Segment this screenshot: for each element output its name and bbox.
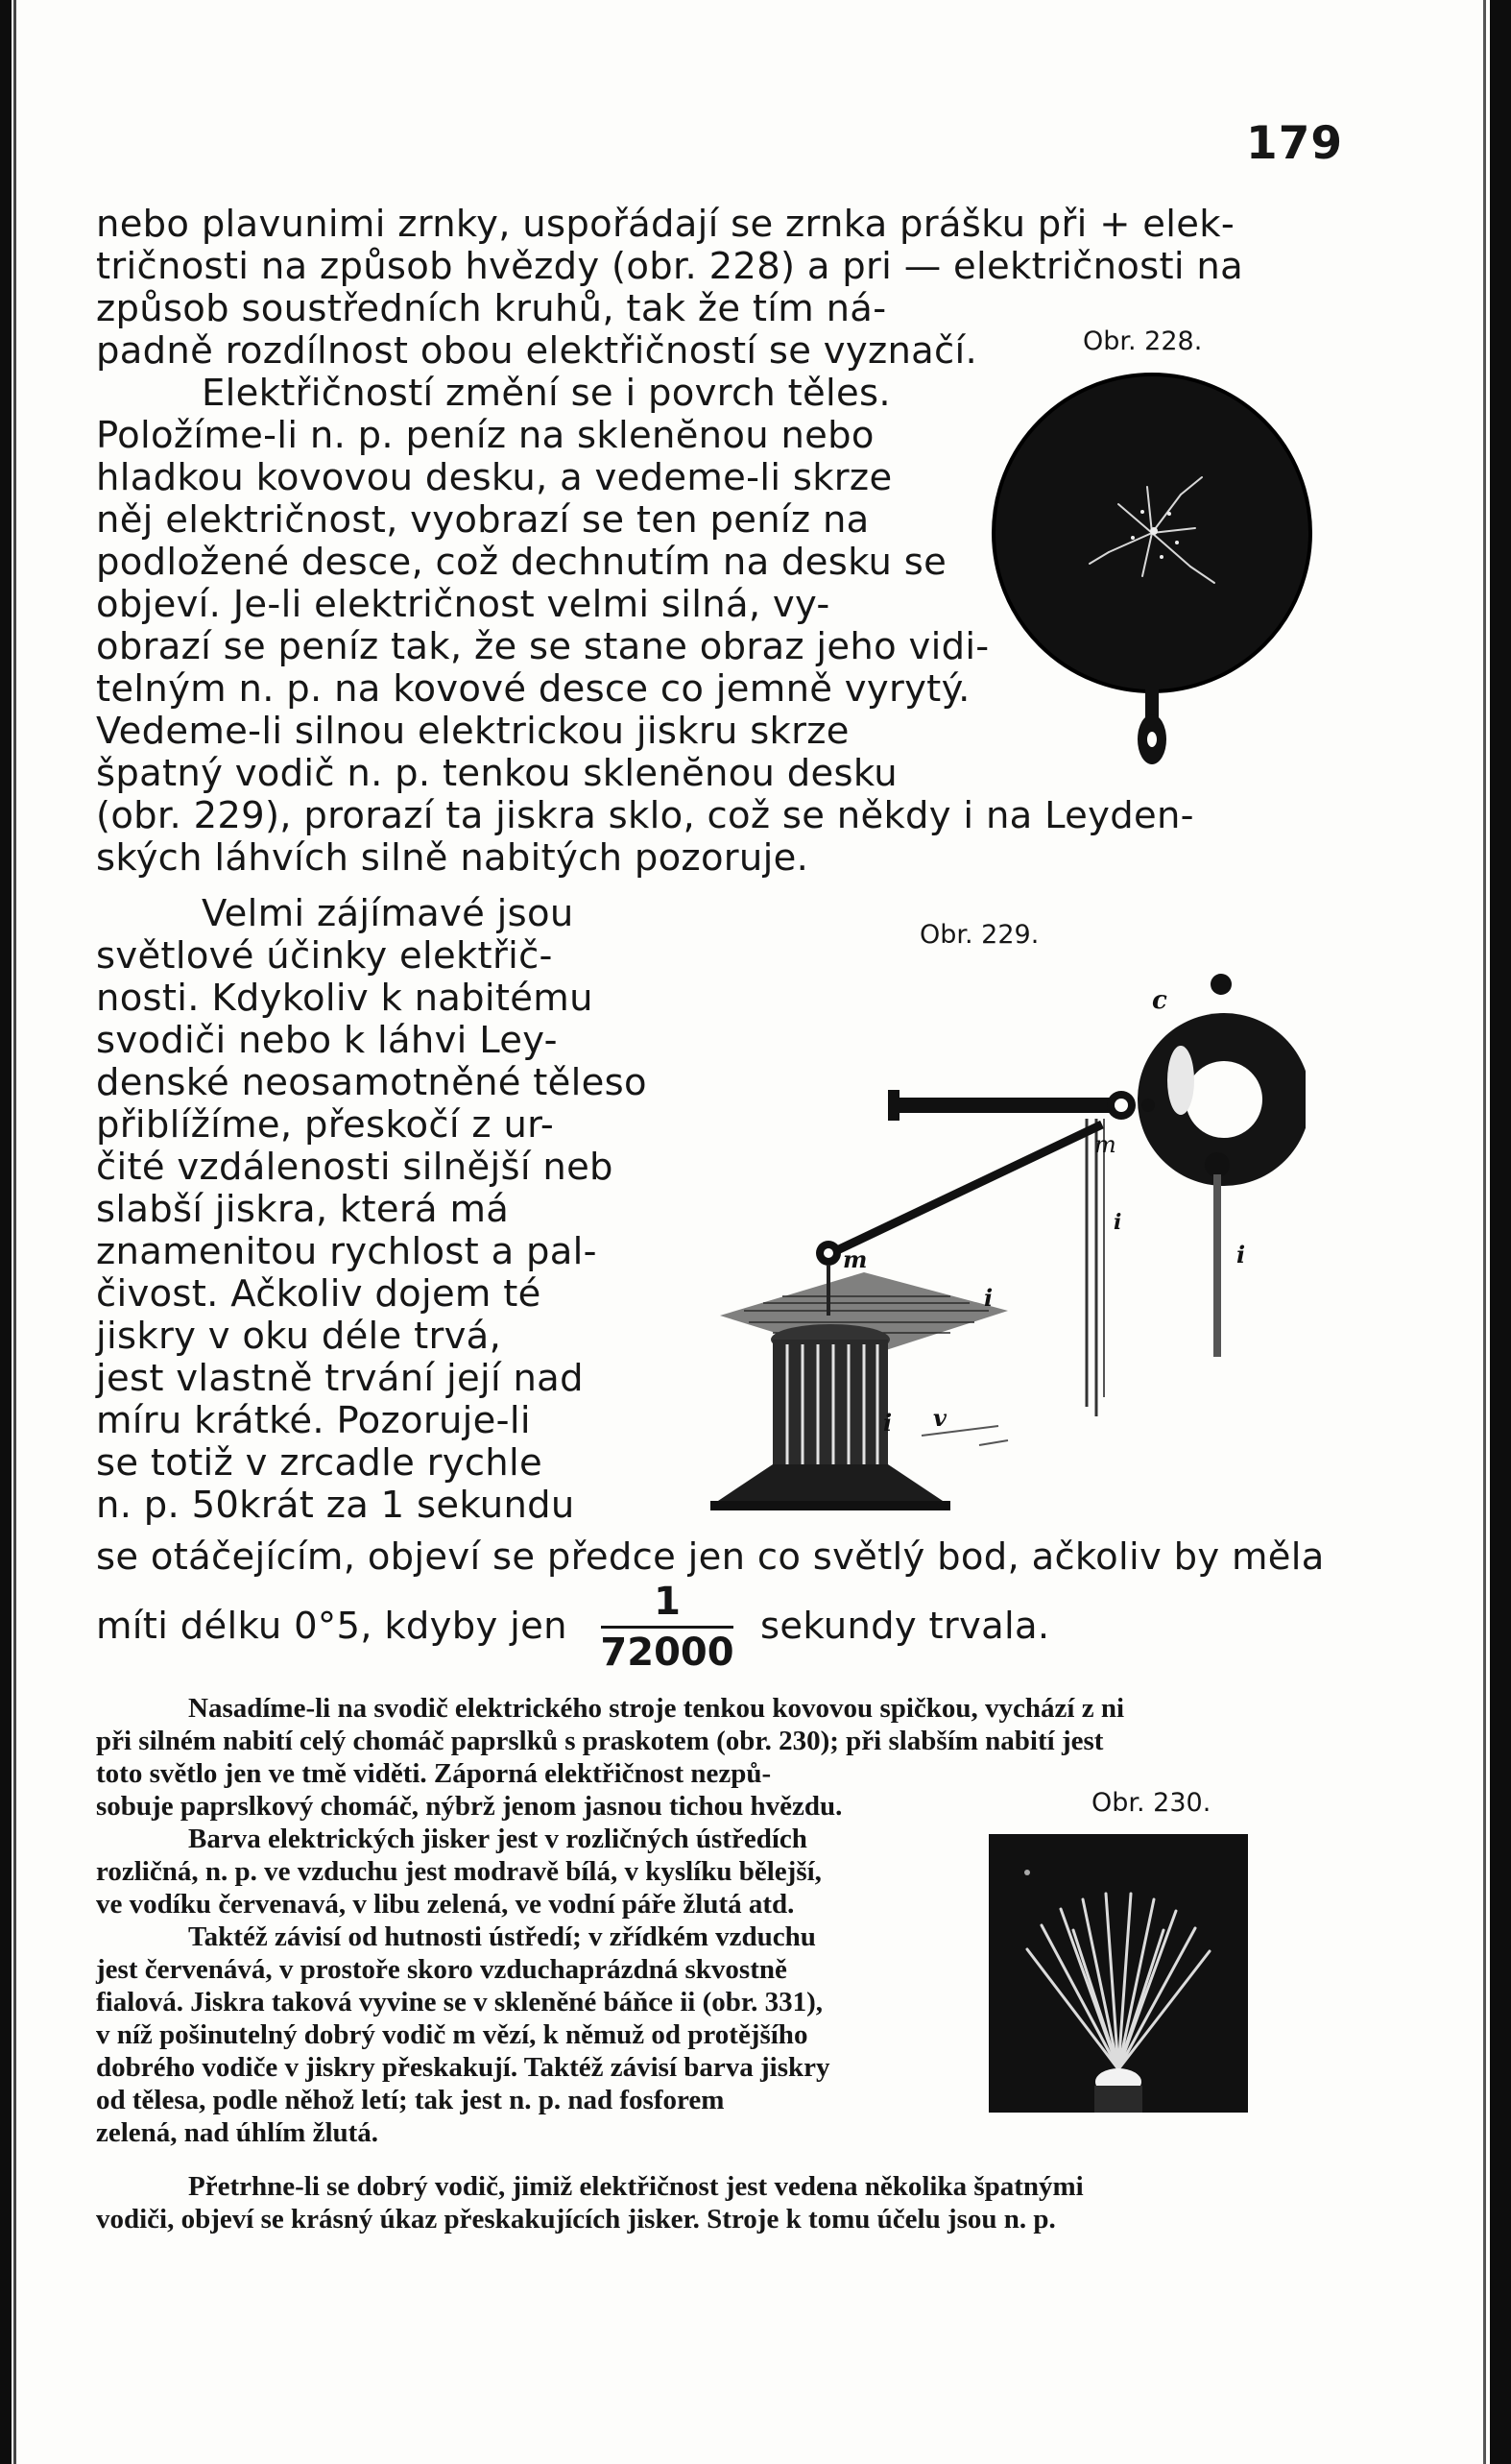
fraction [595,1580,739,1675]
figure-228-caption: Obr. 228. [1083,326,1203,356]
text-line: n. p. 50krát za 1 sekundu [96,1484,575,1527]
scan-border-right [1490,0,1511,2464]
small-text-line: Taktéž závisí od hutnosti ústředí; v zřídkém vzduchu [188,1921,816,1952]
fraction-denominator: 72000 [600,1631,734,1675]
figure-229-label-i-right: i [1236,1241,1246,1268]
figure-229-label-v: v [933,1404,947,1432]
text-line: jiskry v oku déle trvá, [96,1315,502,1358]
text-line: nebo plavunimi zrnky, uspořádají se zrnka prášku při + elek- [96,203,1235,246]
figure-229-spark-apparatus [691,955,1306,1512]
figure-229-label-i-middle: i [984,1284,994,1312]
figure-228-dust-star [989,370,1315,783]
small-text-line: v níž pošinutelný dobrý vodič m vězí, k němuž od protějšího [96,2019,808,2050]
figure-229-label-i-lower: i [883,1409,893,1437]
small-text-line: vodiči, objeví se krásný úkaz přeskakujících jisker. Stroje k tomu účelu jsou n. p. [96,2204,1056,2235]
formula-text-before: míti délku 0°5, kdyby jen [96,1605,567,1648]
fraction-numerator: 1 [654,1580,681,1624]
text-line: čivost. Ačkoliv dojem té [96,1272,541,1316]
figure-230-brush-discharge [989,1834,1248,2113]
small-text-line: sobuje paprslkový chomáč, nýbrž jenom jasnou tichou hvězdu. [96,1791,843,1822]
small-text-line: ve vodíku červenavá, v libu zelená, ve vodní páře žlutá atd. [96,1889,795,1920]
text-line: něj električnost, vyobrazí se ten peníz na [96,498,870,542]
text-line: světlové účinky elektřič- [96,934,553,978]
figure-229-label-c: c [1152,986,1167,1015]
text-line: se otáčejícím, objeví se předce jen co světlý bod, ačkoliv by měla [96,1535,1325,1579]
figure-229-label-i-wire: i [1114,1210,1122,1235]
text-line: Vedeme-li silnou elektrickou jiskru skrze [96,710,850,753]
text-line: míru krátké. Pozoruje-li [96,1399,531,1442]
small-text-line: při silném nabití celý chomáč paprslků s praskotem (obr. 230); při slabším nabití jest [96,1726,1104,1756]
small-text-line: dobrého vodiče v jiskry přeskakují. Taktéž závisí barva jiskry [96,2052,830,2083]
formula-text-after: sekundy trvala. [760,1605,1050,1648]
figure-229-label-m-lower: m [843,1245,868,1273]
text-line: denské neosamotněné těleso [96,1061,647,1104]
figure-230-caption: Obr. 230. [1091,1788,1211,1818]
text-line: hladkou kovovou desku, a vedeme-li skrze [96,456,893,499]
text-line: znamenitou rychlost a pal- [96,1230,597,1273]
text-line: slabší jiskra, která má [96,1188,510,1231]
text-line: tričnosti na způsob hvězdy (obr. 228) a pri — električnosti na [96,245,1244,288]
text-line: Položíme-li n. p. peníz na sklenĕnou nebo [96,414,875,457]
figure-229-label-m-upper: m [1094,1131,1116,1158]
text-line: svodiči nebo k láhvi Ley- [96,1019,558,1062]
text-line: padně rozdílnost obou elektřičností se vyznačí. [96,329,978,373]
text-line: se totiž v zrcadle rychle [96,1441,542,1485]
figure-229-caption: Obr. 229. [920,920,1040,950]
small-text-line: Barva elektrických jisker jest v rozličných ústředích [188,1824,807,1854]
text-line: Velmi zájímavé jsou [202,892,574,935]
text-line: špatný vodič n. p. tenkou sklenĕnou desku [96,752,898,795]
text-line: Elektřičností změní se i povrch těles. [202,372,891,415]
small-text-line: Přetrhne-li se dobrý vodič, jimiž elektřičnost jest vedena několika špatnými [188,2171,1084,2202]
small-text-line: Nasadíme-li na svodič elektrického stroje tenkou kovovou spičkou, vychází z ni [188,1693,1125,1724]
small-text-line: fialová. Jiskra taková vyvine se v skleněné báňce ii (obr. 331), [96,1987,823,2017]
small-text-line: od tělesa, podle něhož letí; tak jest n. p. nad fosforem [96,2085,725,2115]
page-number: 179 [1246,117,1344,170]
text-line: podložené desce, což dechnutím na desku se [96,541,947,584]
text-line: čité vzdálenosti silnější neb [96,1146,613,1189]
text-line: jest vlastně trvání její nad [96,1357,584,1400]
text-line: telným n. p. na kovové desce co jemně vyrytý. [96,667,971,711]
small-text-line: rozličná, n. p. ve vzduchu jest modravě bílá, v kyslíku bělejší, [96,1856,822,1887]
text-line: obrazí se peníz tak, že se stane obraz jeho vidi- [96,625,990,668]
small-text-line: zelená, nad úhlím žlutá. [96,2117,379,2148]
text-line: ských láhvích silně nabitých pozoruje. [96,836,809,880]
fraction-bar [601,1626,733,1629]
scan-border-right-inner [1483,0,1486,2464]
scan-border-left-inner [13,0,16,2464]
scan-border-left [0,0,12,2464]
small-text-line: toto světlo jen ve tmě viděti. Záporná elektřičnost nezpů- [96,1758,772,1789]
text-line: způsob soustředních kruhů, tak že tím ná- [96,287,887,330]
text-line: přiblížíme, přeskočí z ur- [96,1103,555,1147]
text-line: (obr. 229), prorazí ta jiskra sklo, což se někdy i na Leyden- [96,794,1194,837]
text-line: objeví. Je-li električnost velmi silná, vy- [96,583,830,626]
small-text-line: jest červenává, v prostoře skoro vzduchaprázdná skvostně [96,1954,787,1985]
text-line: nosti. Kdykoliv k nabitému [96,977,593,1020]
